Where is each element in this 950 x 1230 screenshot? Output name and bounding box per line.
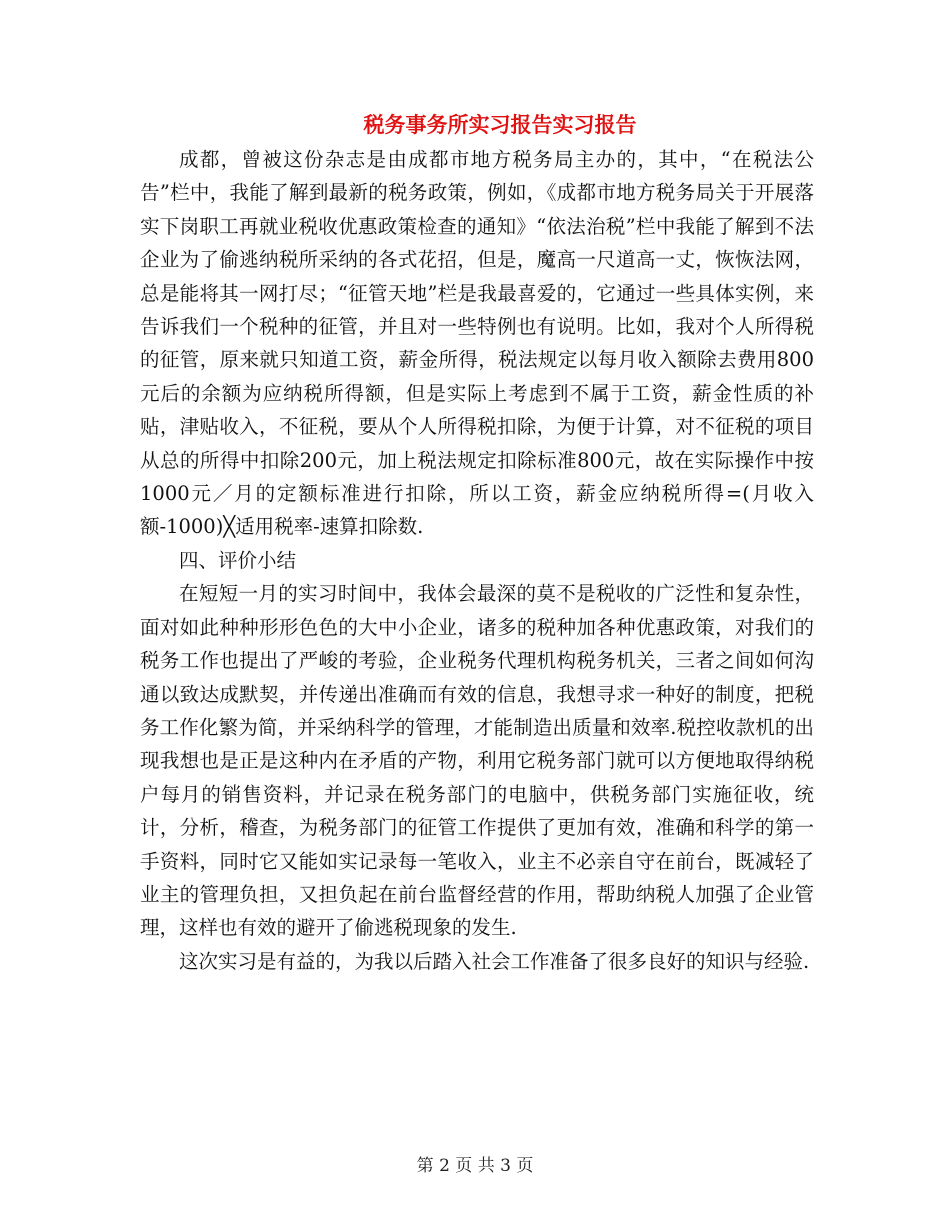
- section-heading-evaluation: 四、评价小结: [179, 548, 297, 572]
- paragraph-conclusion: 这次实习是有益的，为我以后踏入社会工作准备了很多良好的知识与经验.: [179, 949, 810, 973]
- document-title: 税务事务所实习报告实习报告: [363, 112, 637, 137]
- document-body: [140, 143, 814, 978]
- paragraph-internship-reflection: 在短短一月的实习时间中，我体会最深的莫不是税收的广泛性和复杂性，面对如此种种形形色色的大中小企业，诸多的税种加各种优惠政策，对我们的税务工作也提出了严峻的考验，企业税务代理机构税务机关，三者之间如何沟通以致达成默契，并传递出准确而有效的信息，我想寻求一种好的制度，把税务工作化繁为简，并采纳科学的管理，才能制造出质量和效率.税控收款机的出现我想也是正是这种内在矛盾的产物，利用它税务部门就可以方便地取得纳税户每月的销售资料，并记录在税务部门的电脑中，供税务部门实施征收，统计，分析，稽查，为税务部门的征管工作提供了更加有效，准确和科学的第一手资料，同时它又能如实记录每一笔收入，业主不必亲自守在前台，既减轻了业主的管理负担，又担负起在前台监督经营的作用，帮助纳税人加强了企业管理，这样也有效的避开了偷逃税现象的发生.: [140, 582, 814, 940]
- paragraph-tax-magazine: 成都，曾被这份杂志是由成都市地方税务局主办的，其中，“在税法公告”栏中，我能了解到最新的税务政策，例如，《成都市地方税务局关于开展落实下岗职工再就业税收优惠政策检查的通知》“依法治税”栏中我能了解到不法企业为了偷逃纳税所采纳的各式花招，但是，魔高一尺道高一丈，恢恢法网，总是能将其一网打尽；“征管天地”栏是我最喜爱的，它通过一些具体实例，来告诉我们一个税种的征管，并且对一些特例也有说明。比如，我对个人所得税的征管，原来就只知道工资，薪金所得，税法规定以每月收入额除去费用800元后的余额为应纳税所得额，但是实际上考虑到不属于工资，薪金性质的补贴，津贴收入，不征税，要从个人所得税扣除，为便于计算，对不征税的项目从总的所得中扣除200元，加上税法规定扣除标准800元，故在实际操作中按1000元／月的定额标准进行扣除，所以工资，薪金应纳税所得=(月收入额-1000)╳适用税率-速算扣除数.: [140, 148, 814, 539]
- page-number-footer: 第 2 页 共 3 页: [416, 1156, 534, 1176]
